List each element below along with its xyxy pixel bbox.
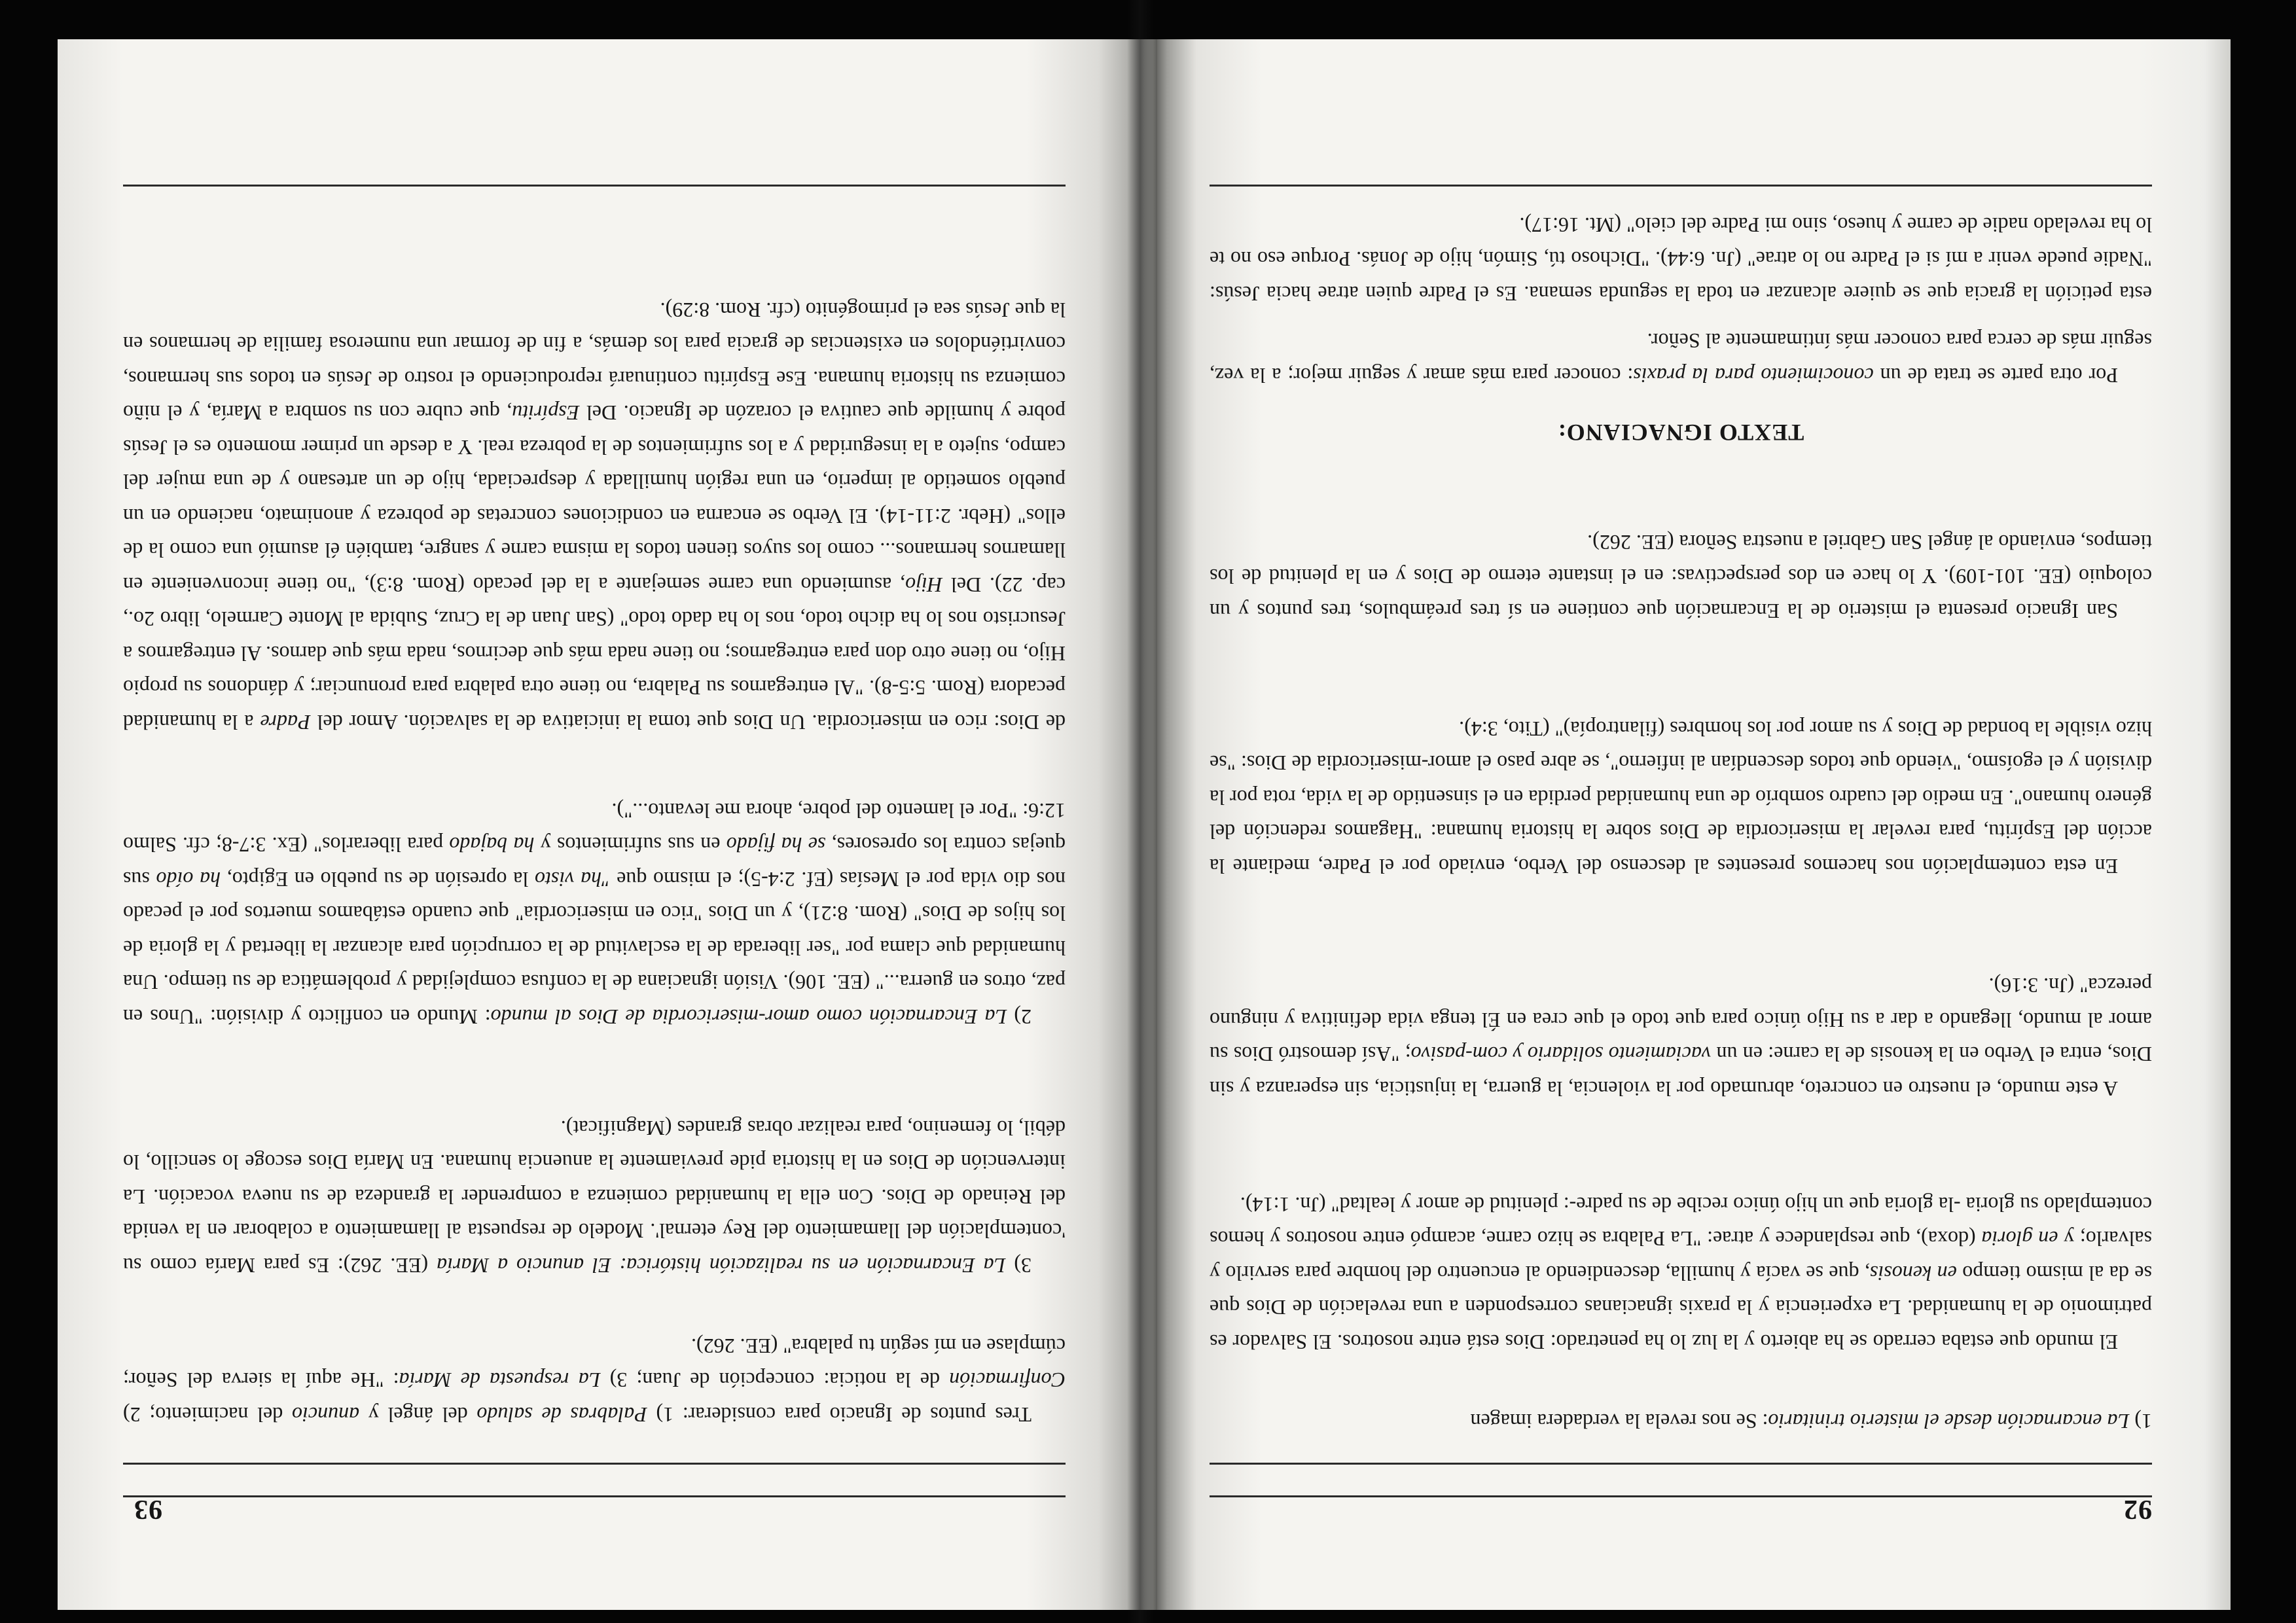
text-run: A este mundo, el nuestro en concreto, abrumado por la violencia, la guerra, la injusticia, sin esperanza y sin Dios, entra el Verbo en la kenosis de la carne: en un: [1210, 1043, 2152, 1101]
italic-run: Espíritu: [512, 401, 580, 425]
page-92-body-5: [1210, 324, 2152, 393]
page-92-body: [1210, 1188, 2152, 1360]
text-run: (doxa), que resplandece y atrae: "La Palabra se hizo carne, acampó entre nosotros y hemos contemplado su gloria -la gloria que un hijo único recibe de su padre-: plenitud de amor y lealtad" (Jn. 1:14).: [1209, 1193, 2152, 1251]
paragraph: [123, 1329, 1066, 1433]
paragraph: [123, 1111, 1066, 1283]
text-run: la opresión de su pueblo en Egipto,: [221, 868, 535, 891]
text-run: sus quejas contra los opresores,: [122, 833, 1066, 891]
italic-run: Palabras de saludo: [476, 1403, 647, 1427]
paragraph: [123, 794, 1066, 1035]
paragraph: [1210, 324, 2152, 393]
book-gutter-shadow: [1127, 0, 1153, 1623]
top-rule: [123, 1495, 1066, 1497]
section-heading: TEXTO IGNACIANO:: [1557, 419, 1804, 446]
italic-run: "ha visto: [534, 868, 611, 891]
text-run: : Mundo en conflicto y división: "Unos en paz, otros en guerra..." (EE. 106). Visión ignaciana de la confusa complejidad y problemática de su tiempo. Una humanidad que clama por "ser liberada de la esclavitud de la corrupción para alcanzar la libertad y la gloria de los hijos de Dios" (Rom. 8:21), y un Dios "rico en misericordia" que cuando estábamos muertos por el pecado nos dio vida por el Mesías (Ef. 2:4-5); el mismo que: [122, 868, 1066, 1029]
paragraph: San Ignacio presenta el misterio de la Encarnación que contiene en sí tres preámbulos, tres puntos y un coloquio (EE. 101-109). Y lo hace en dos perspectivas: en el instante eterno de Dios y en la plenitud de los tiempos, enviando al ángel San Gabriel a nuestra Señora (EE. 262).: [1210, 531, 2152, 623]
text-run: a la humanidad pecadora (Rom. 5:5-8). "Al entregarnos su Palabra, no tiene otra palabra para pronunciar; y dándonos su propio Hijo, no tiene otro don para entregarnos; no tiene nada más que decirnos, nada más que darnos. Al entregarnos a Jesucristo nos lo ha dicho todo, nos lo ha dado todo" (San Juan de la Cruz, Subida al Monte Carmelo, libro 2o., cap. 22). Del: [122, 573, 1066, 734]
page-92-body-2: [1210, 969, 2152, 1106]
text-run: del ángel y: [359, 1403, 477, 1427]
page-92-body-6: [1210, 208, 2152, 312]
page-number: 92: [2123, 1494, 2152, 1524]
text-run: , asumiendo una carne semejante a la del pecado (Rom. 8:3), "no tiene inconveniente en llamarnos hermanos... como los suyos tienen todos la misma carne y sangre, también él asumió una como la de ellos" (Hebr. 2:11-14). El Verbo se encarna en condiciones concretas de pobreza y anonimato, naciendo en un pueblo sometido al imperio, en una región humillada y despreciada, hijo de un artesano y de una mujer del campo, sujeto a la inseguridad y a los sufrimientos de la pobreza real. Y a desde un primer momento es el Jesús pobre y humilde que cautiva el corazón de Ignacio. Del: [122, 401, 1066, 597]
page-93-body-2: [123, 1111, 1066, 1283]
text-run: El mundo que estaba cerrado se ha abierto y la luz lo ha penetrado: Dios está entre nosotros. El Salvador es patrimonio de la humanidad. La experiencia y la praxis ignacianas corresponden a una revelación de Dios que se da al mismo tiempo: [1210, 1262, 2152, 1354]
italic-run: en kenosis: [1869, 1262, 1957, 1285]
italic-run: Confirmación: [949, 1368, 1066, 1393]
italic-run: ha oído: [156, 868, 221, 891]
header-rule: [123, 1463, 1066, 1465]
italic-run: ha bajado: [449, 833, 535, 857]
page-92-heading-block: [1210, 397, 2152, 469]
italic-run: anuncio: [291, 1403, 360, 1427]
text-run: Por otra parte se trata de un: [1873, 364, 2118, 387]
text-run: : Se nos revela la verdadera imagen: [1470, 1410, 1768, 1433]
page-93-body-1: [123, 1329, 1066, 1433]
paragraph: [1210, 1404, 2152, 1439]
text-run: de la noticia: concepción de Juan; 3): [600, 1368, 950, 1393]
page-92-text: [1210, 1404, 2152, 1439]
page-number: 93: [134, 1494, 162, 1524]
italic-run: se ha fijado: [726, 833, 826, 857]
text-run: para liberarlos" (Ex. 3:7-8; cfr. Salmo 12:6: "Por el lamento del pobre, ahora me levanto...").: [122, 799, 1066, 857]
page-92: [1157, 39, 2231, 1610]
paragraph: [1210, 1188, 2152, 1360]
page-93: [58, 39, 1157, 1610]
italic-run: La encarnación desde el misterio trinitario: [1768, 1410, 2130, 1433]
italic-run: conocimiento para la praxis: [1633, 364, 1874, 387]
text-run: de Dios: rico en misericordia. Un Dios que toma la iniciativa de la salvación. Amor del: [310, 711, 1066, 734]
text-run: 2): [1007, 1005, 1031, 1029]
top-rule: [1210, 1495, 2152, 1497]
page-93-body-3: [123, 794, 1066, 1035]
paragraph: [1210, 969, 2152, 1106]
text-run: Tres puntos de Ignacio para considerar: 1): [647, 1403, 1031, 1427]
page-93-body-4: [123, 293, 1066, 740]
text-run: en sus sufrimientos y: [534, 833, 726, 857]
text-run: , que se vacía y humilla, descendiendo al encuentro del hombre para servirlo y salvarlo; y: [1209, 1227, 2152, 1285]
page-92-body-4: [1210, 526, 2152, 629]
italic-run: vaciamiento solidario y com-pasivo: [1410, 1043, 1712, 1067]
header-rule: [1210, 1463, 2152, 1465]
text-run: : "He aquí la sierva del Señor; cúmplase en mí según tu palabra" (EE. 262).: [122, 1334, 1066, 1393]
text-run: : conocer para más amar y seguir mejor; a la vez, seguir más de cerca para conocer más íntimamente al Señor.: [1209, 329, 2152, 387]
text-run: del nacimiento; 2): [122, 1403, 292, 1427]
paragraph: esta petición la gracia que se quiere alcanzar en toda la segunda semana. Es el Padre quien atrae hacia Jesús: "Nadie puede venir a mí si el Padre no lo atrae" (Jn. 6:44). "Dichoso tú, Simón, hijo de Jonás. Porque eso no te lo ha revelado nadie de carne y hueso, sino mi Padre del cielo" (Mt. 16:17).: [1210, 213, 2152, 306]
bottom-rule: [1210, 185, 2152, 187]
italic-run: Hijo: [905, 573, 942, 597]
italic-run: La Encarnación como amor-misericordia de Dios al mundo: [490, 1005, 1007, 1029]
italic-run: Padre: [260, 711, 311, 734]
text-run: (EE. 262): Es para María como su 'contemplación del llamamiento del Rey eternal'. Modelo de respuesta al llamamiento a colaborar en la venida del Reinado de Dios. Con ella la humanidad comienza a comprender la grandeza de su nueva vocación. La intervención de Dios en la historia pide previamente la anuencia humana. En María Dios escoge lo sencillo, lo débil, lo femenino, para realizar obras grandes (Magnificat).: [122, 1116, 1066, 1277]
text-run: , que cubre con su sombra a María, y el niño comienza su historia humana. Ese Espíritu continuará reproduciendo el rostro de Jesús en todos sus hermanos, convirtiéndolos en existencias de gracia para los demás, a fin de formar una numerosa familia de hermanos en la que Jesús sea el primogénito (cfr. Rom. 8:29).: [122, 298, 1066, 425]
text-run: ; "Así demostró Dios su amor al mundo, llegando a dar a su Hijo único para que todo el que crea en Él tenga vida definitiva y ninguno perezca" (Jn. 3:16).: [1209, 974, 2152, 1067]
italic-run: La Encarnación en su realización histórica: El anuncio a María: [437, 1254, 1006, 1277]
italic-run: La respuesta de María: [399, 1368, 601, 1393]
page-92-body-3: [1210, 712, 2152, 884]
text-run: 3): [1005, 1254, 1031, 1277]
italic-run: en gloria: [1981, 1227, 2058, 1251]
paragraph: [123, 293, 1066, 740]
bottom-rule: [123, 185, 1066, 187]
paragraph: En esta contemplación nos hacemos presentes al descenso del Verbo, enviado por el Padre, mediante la acción del Espíritu, para revelar la misericordia de Dios sobre la historia humana: "Hagamos redención del género humano". En medio del cuadro sombrío de una humanidad perdida en el sinsentido de la vida, rota por la división y el egoísmo, "viendo que todos descendían al infierno", se abre paso el amor-misericordia de Dios: "se hizo visible la bondad de Dios y su amor por los hombres (filantropía)" (Tito, 3:4).: [1210, 717, 2152, 878]
text-run: 1): [2129, 1410, 2152, 1433]
